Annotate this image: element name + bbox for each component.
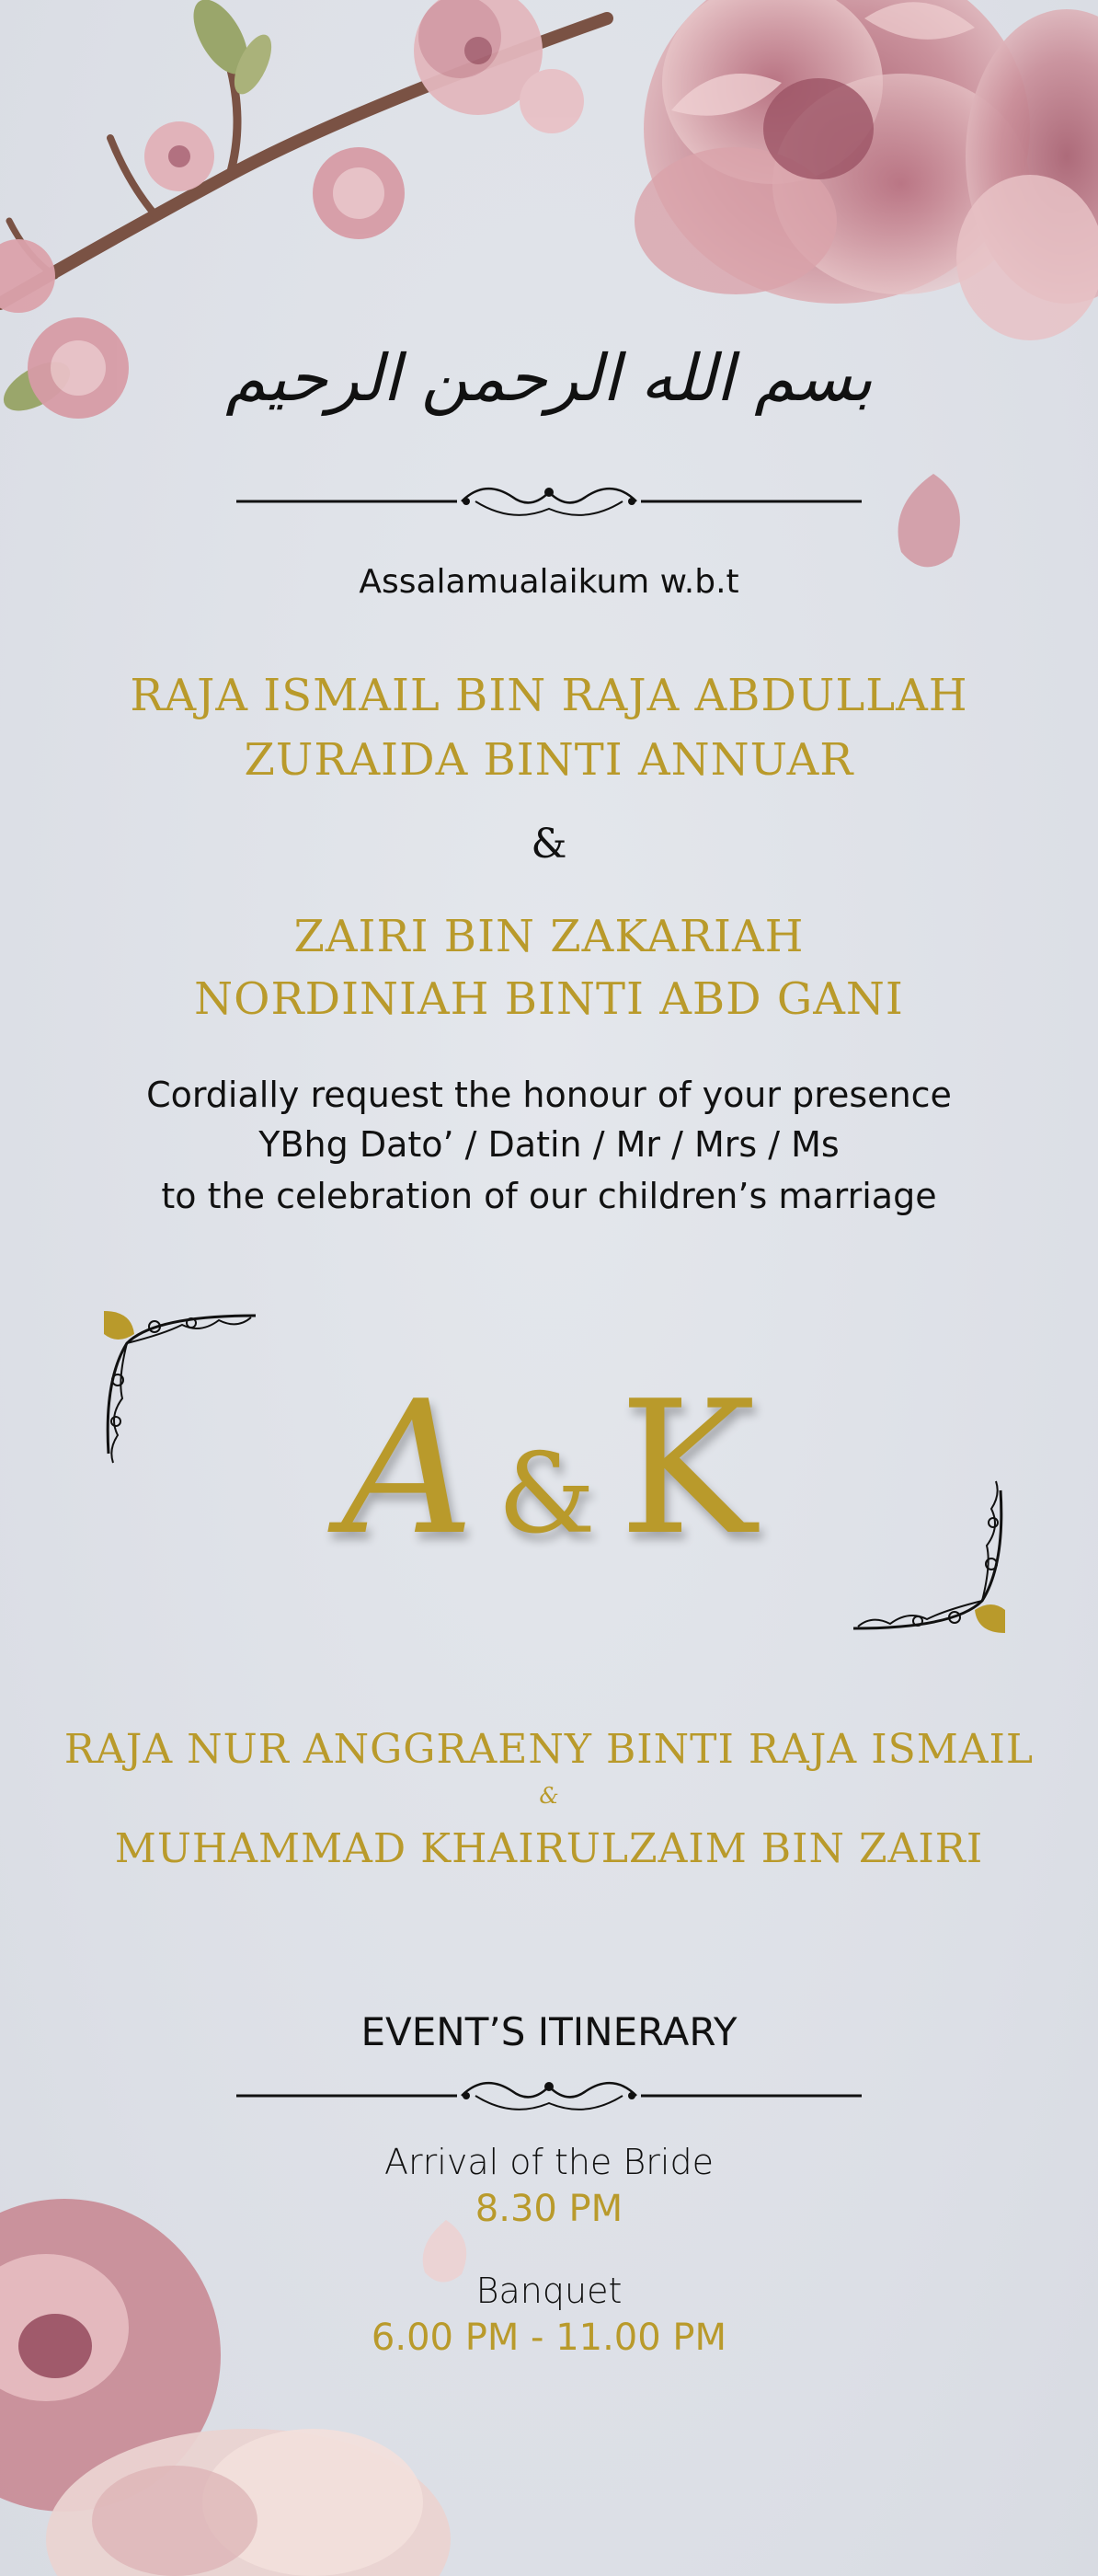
groom-father-name: ZAIRI BIN ZAKARIAH <box>293 911 805 962</box>
itinerary-title: EVENT’S ITINERARY <box>360 2009 738 2054</box>
event-name-arrival: Arrival of the Bride <box>384 2142 714 2182</box>
ornamental-divider-bottom <box>236 2068 862 2123</box>
invitation-line-1: Cordially request the honour of your presence <box>146 1075 952 1115</box>
peony-top-right-illustration <box>589 0 1098 386</box>
event-name-banquet: Banquet <box>475 2271 623 2311</box>
monogram-ampersand: & <box>498 1431 596 1558</box>
monogram-letter-k: K <box>619 1362 757 1576</box>
ornamental-divider-top <box>236 474 862 529</box>
event-time-arrival: 8.30 PM <box>475 2188 623 2230</box>
groom-mother-name: NORDINIAH BINTI ABD GANI <box>194 973 904 1025</box>
invitation-line-2: YBhg Dato’ / Datin / Mr / Mrs / Ms <box>258 1124 840 1165</box>
basmala-calligraphy: بسم الله الرحمن الرحيم <box>225 340 873 416</box>
couple-ampersand: & <box>539 1783 559 1809</box>
bride-name: RAJA NUR ANGGRAENY BINTI RAJA ISMAIL <box>63 1726 1035 1773</box>
monogram <box>0 1362 1098 1576</box>
parents-ampersand: & <box>531 821 567 868</box>
monogram-letter-a: A <box>341 1362 475 1576</box>
bride-father-name: RAJA ISMAIL BIN RAJA ABDULLAH <box>130 670 968 721</box>
bride-mother-name: ZURAIDA BINTI ANNUAR <box>244 734 854 786</box>
greeting-text: Assalamualaikum w.b.t <box>359 563 739 601</box>
event-time-banquet: 6.00 PM - 11.00 PM <box>371 2317 727 2359</box>
groom-name: MUHAMMAD KHAIRULZAIM BIN ZAIRI <box>114 1825 984 1872</box>
invitation-line-3: to the celebration of our children’s marriage <box>161 1176 937 1216</box>
